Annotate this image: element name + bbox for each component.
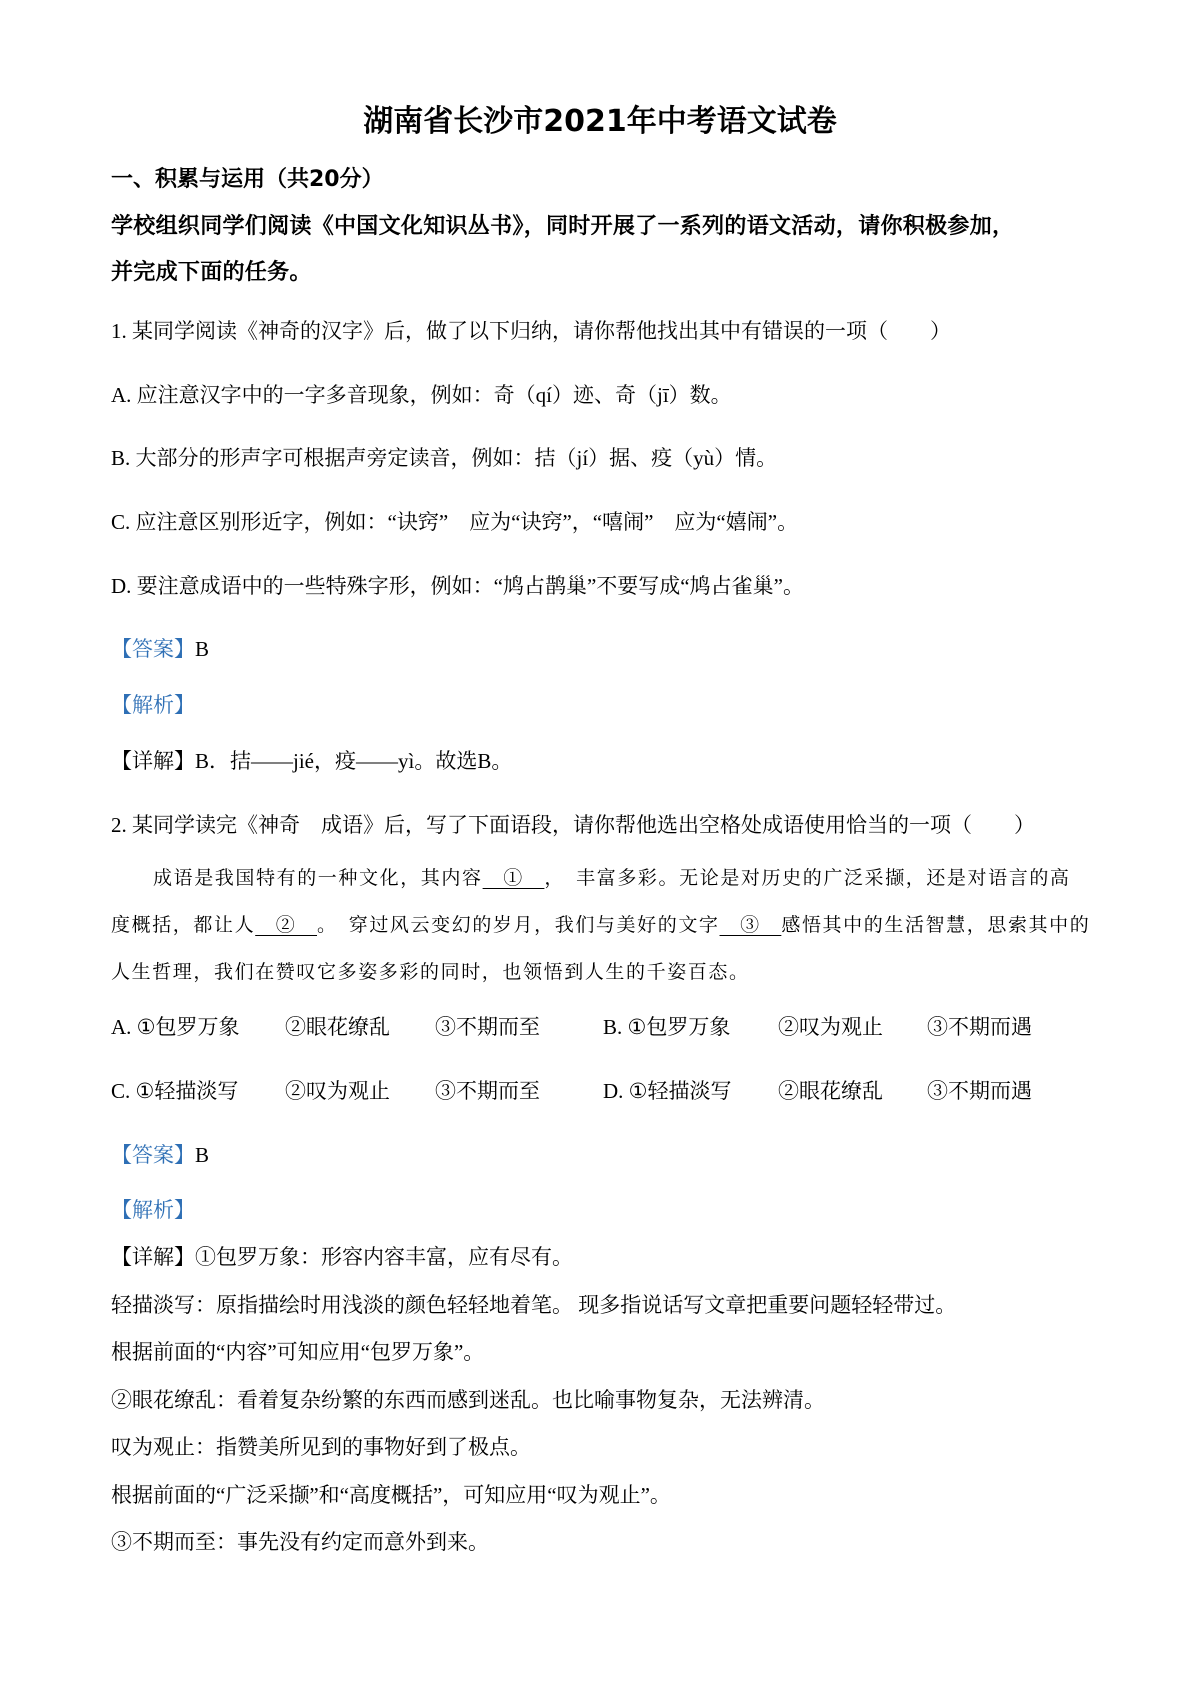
page-title: 湖南省长沙市2021年中考语文试卷 [363,104,837,139]
q2-detail-line-1 [111,1243,573,1271]
q2-detail-line-2: 轻描淡写：原指描绘时用浅淡的颜色轻轻地着笔。 现多指说话写文章把重要问题轻轻带过。 [111,1293,957,1317]
q1-answer-value: B [195,637,210,661]
q2-passage-line-3: 人生哲理，我们在赞叹它多姿多彩的同时，也领悟到人生的千姿百态。 [111,961,750,983]
q2-passage-line-2 [111,902,1101,949]
q2-option-b-1: B. ①包罗万象 [603,1015,731,1039]
q2-option-a-1: A. ①包罗万象 [111,1015,240,1039]
section-intro-line-2: 并完成下面的任务。 [111,260,312,285]
passage-text: 感悟其中的生活智慧，思索其中的 [781,914,1091,936]
q2-option-d-3: ③不期而遇 [927,1079,1032,1103]
blank-3: ③ [719,914,782,936]
q2-analysis-label: 【解析】 [111,1198,195,1222]
q2-detail-line-5: 叹为观止：指赞美所见到的事物好到了极点。 [111,1435,531,1459]
passage-text: 度概括，都让人 [111,914,256,936]
q2-passage-line-1 [111,855,1101,902]
q2-answer-label: 【答案】 [111,1143,195,1167]
q1-answer-label: 【答案】 [111,637,195,661]
q1-option-c: C. 应注意区别形近字，例如：“诀窍” 应为“诀窍”，“嘻闹” 应为“嬉闹”。 [111,510,799,534]
blank-2: ② [255,914,318,936]
q1-option-d: D. 要注意成语中的一些特殊字形，例如：“鸠占鹊巢”不要写成“鸠占雀巢”。 [111,574,804,598]
q1-option-a: A. 应注意汉字中的一字多音现象，例如：奇（qí）迹、奇（jī）数。 [111,383,732,407]
q2-stem: 2. 某同学读完《神奇 成语》后，写了下面语段，请你帮他选出空格处成语使用恰当的一项（ ） [111,813,1035,837]
section-heading: 一、积累与运用（共20分） [111,167,384,192]
q2-detail-line-4: ②眼花缭乱：看着复杂纷繁的东西而感到迷乱。也比喻事物复杂，无法辨清。 [111,1388,825,1412]
q2-option-b-3: ③不期而遇 [927,1015,1032,1039]
q2-detail-line-6: 根据前面的“广泛采撷”和“高度概括”，可知应用“叹为观止”。 [111,1483,671,1507]
blank-1: ① [482,867,545,889]
q2-detail-line-7: ③不期而至：事先没有约定而意外到来。 [111,1530,489,1554]
passage-text: 成语是我国特有的一种文化，其内容 [153,867,483,889]
q1-option-b: B. 大部分的形声字可根据声旁定读音，例如：拮（jí）据、疫（yù）情。 [111,446,778,470]
q2-detail-label: 【详解】 [111,1245,195,1269]
q2-detail-line-3: 根据前面的“内容”可知应用“包罗万象”。 [111,1340,485,1364]
q2-option-d-1: D. ①轻描淡写 [603,1079,732,1103]
q2-option-a-3: ③不期而至 [435,1015,540,1039]
q2-option-c-3: ③不期而至 [435,1079,540,1103]
q1-detail-label: 【详解】 [111,749,195,773]
q2-detail-text: ①包罗万象：形容内容丰富，应有尽有。 [195,1245,573,1269]
q2-answer [111,1141,209,1169]
q2-option-c-1: C. ①轻描淡写 [111,1079,239,1103]
q2-option-d-2: ②眼花缭乱 [778,1079,883,1103]
q2-option-b-2: ②叹为观止 [778,1015,883,1039]
section-intro-line-1: 学校组织同学们阅读《中国文化知识丛书》，同时开展了一系列的语文活动，请你积极参加， [111,214,1015,239]
passage-text: 。 穿过风云变幻的岁月，我们与美好的文字 [317,914,720,936]
q2-option-a-2: ②眼花缭乱 [285,1015,390,1039]
q1-detail-text: B．拮——jié，疫——yì。故选B。 [195,749,513,773]
q1-analysis-label: 【解析】 [111,693,195,717]
q1-detail [111,747,512,775]
q2-answer-value: B [195,1143,210,1167]
q1-stem: 1. 某同学阅读《神奇的汉字》后，做了以下归纳，请你帮他找出其中有错误的一项（ ） [111,319,951,343]
q1-answer [111,635,209,663]
passage-text: ， 丰富多彩。无论是对历史的广泛采撷，还是对语言的高 [544,867,1071,889]
q2-option-c-2: ②叹为观止 [285,1079,390,1103]
